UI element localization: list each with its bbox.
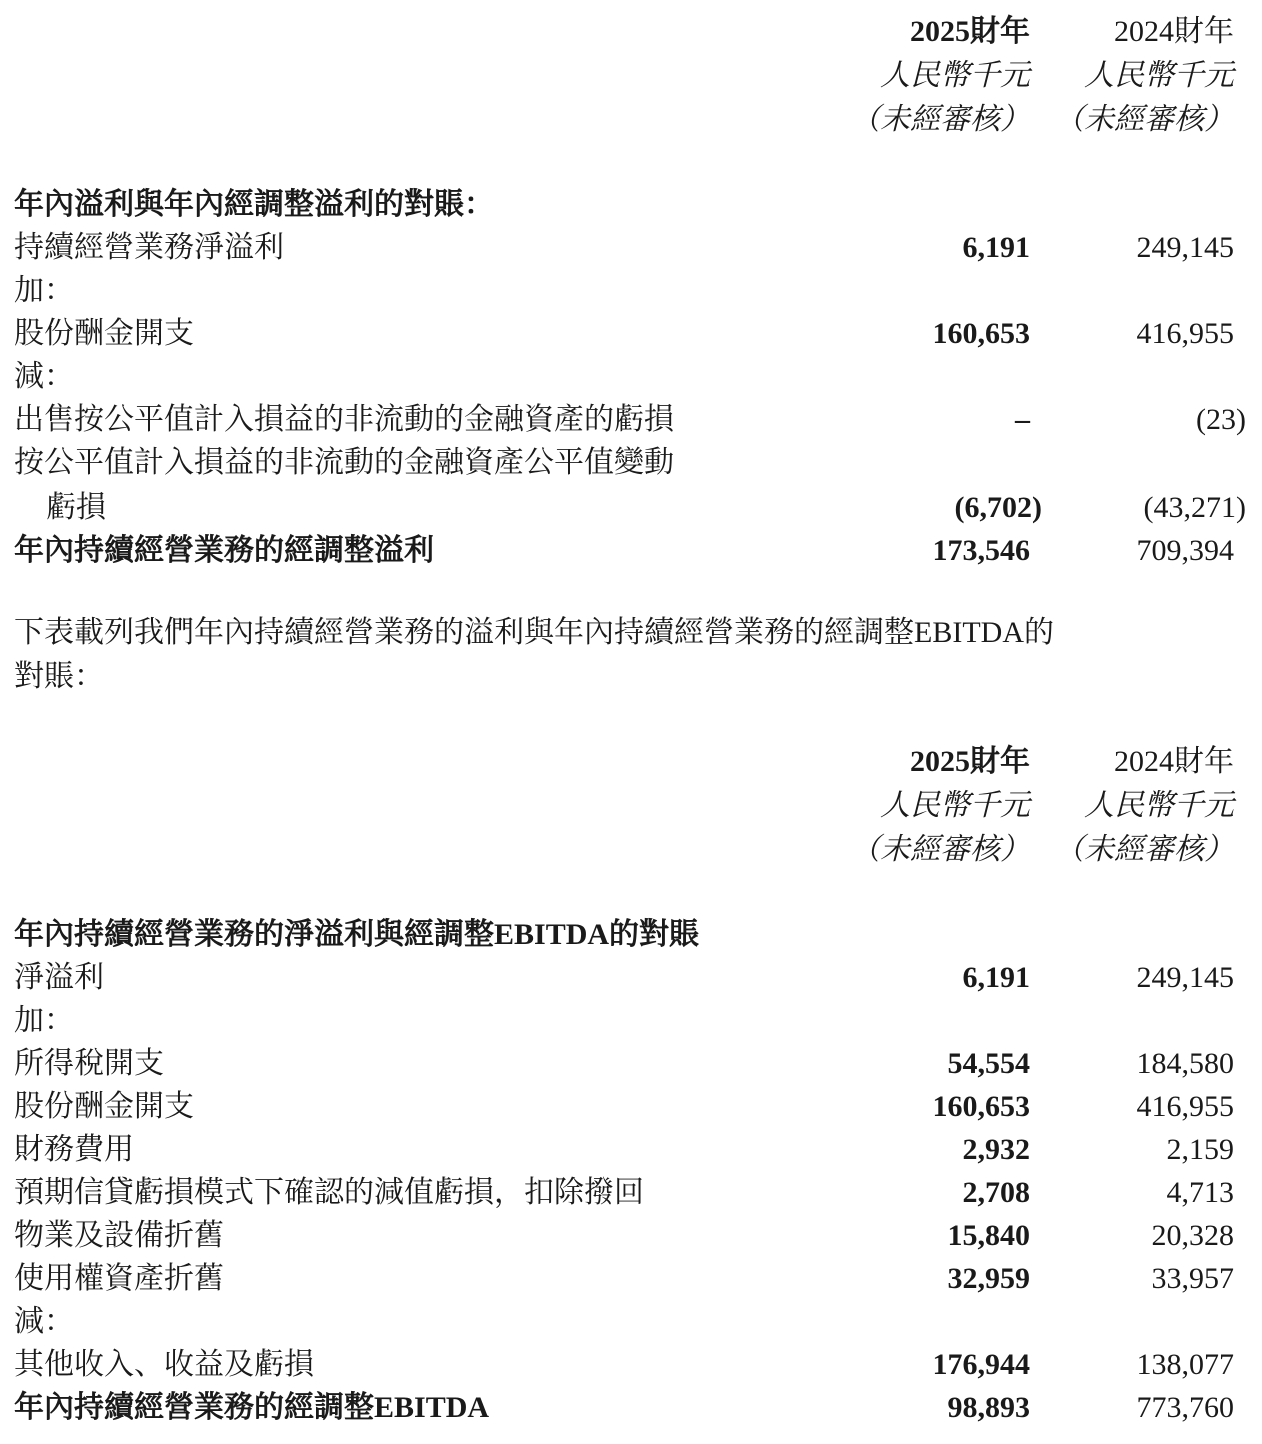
total-label: 年內持續經營業務的經調整溢利 [14,534,434,567]
row-label: 股份酬金開支 [14,317,194,350]
row-value-2025: 160,653 [932,317,1030,350]
row-label: 減： [14,360,74,393]
row-value-2024: 4,713 [1166,1176,1234,1209]
row-value-2024: 184,580 [1136,1047,1234,1080]
row-value-2024: 416,955 [1136,317,1234,350]
row-value-2025: 6,191 [962,961,1030,994]
table-row [0,999,1262,1042]
table1-col2024-note: （未經審核） [1054,103,1234,136]
table-row [0,1300,1262,1343]
total-value-2024: 709,394 [1136,534,1234,567]
table-row [0,486,1262,529]
table1-col2025-unit: 人民幣千元 [880,59,1030,92]
row-label: 持續經營業務淨溢利 [14,231,284,264]
row-value-2025: 2,932 [962,1133,1030,1166]
table1-heading [0,183,1262,226]
row-value-2025: 6,191 [962,231,1030,264]
table-row [0,226,1262,269]
table2-heading [0,913,1262,956]
table-row [0,398,1262,441]
table2-col2024-note: （未經審核） [1054,833,1234,866]
row-label: 物業及設備折舊 [14,1219,224,1252]
table1-col2025-note: （未經審核） [850,103,1030,136]
row-label: 預期信貸虧損模式下確認的減值虧損，扣除撥回 [14,1176,644,1209]
row-value-2024: 416,955 [1136,1090,1234,1123]
row-value-2025: 176,944 [932,1348,1030,1381]
row-label: 出售按公平值計入損益的非流動的金融資產的虧損 [14,403,674,436]
table1-heading-text: 年內溢利與年內經調整溢利的對賬： [14,188,494,221]
table-row [0,1128,1262,1171]
row-value-2024: (43,271) [1143,491,1246,524]
row-value-2024: 249,145 [1136,961,1234,994]
row-label: 按公平值計入損益的非流動的金融資產公平值變動 [14,446,674,479]
table-row [0,1042,1262,1085]
row-value-2025: 2,708 [962,1176,1030,1209]
table-row [0,1257,1262,1300]
total-value-2025: 173,546 [932,534,1030,567]
table-row [0,1085,1262,1128]
row-value-2024: 138,077 [1136,1348,1234,1381]
row-label: 股份酬金開支 [14,1090,194,1123]
row-label: 虧損 [46,491,106,524]
row-value-2024: 249,145 [1136,231,1234,264]
table-row [0,1343,1262,1386]
table-row [0,312,1262,355]
table-row [0,355,1262,398]
table2-col2024-year: 2024財年 [1114,745,1234,778]
row-label: 加： [14,274,74,307]
table2-col2025-unit: 人民幣千元 [880,789,1030,822]
row-value-2025: 54,554 [947,1047,1030,1080]
row-label: 其他收入、收益及虧損 [14,1348,314,1381]
row-value-2025: 160,653 [932,1090,1030,1123]
row-value-2024: 2,159 [1166,1133,1234,1166]
row-value-2024: 20,328 [1151,1219,1234,1252]
row-value-2025: 15,840 [947,1219,1030,1252]
row-label: 使用權資產折舊 [14,1262,224,1295]
table1-total-row [0,529,1262,572]
table1-col2025-year: 2025財年 [910,15,1030,48]
row-value-2025: – [1015,403,1030,436]
row-value-2025: (6,702) [954,491,1042,524]
row-value-2025: 32,959 [947,1262,1030,1295]
table-row [0,269,1262,312]
row-label: 減： [14,1305,74,1338]
row-value-2024: 33,957 [1151,1262,1234,1295]
table1-col2024-unit: 人民幣千元 [1084,59,1234,92]
table-row [0,1171,1262,1214]
table2-col2025-year: 2025財年 [910,745,1030,778]
table1-col2024-year: 2024財年 [1114,15,1234,48]
table-row [0,1214,1262,1257]
row-value-2024: (23) [1196,403,1246,436]
total-value-2024: 773,760 [1136,1391,1234,1424]
row-label: 所得稅開支 [14,1047,164,1080]
intro-paragraph-line2: 對賬： [14,660,104,693]
table2-column-header [0,744,1262,894]
table-row [0,441,1262,484]
table2-heading-text: 年內持續經營業務的淨溢利與經調整EBITDA的對賬 [14,918,700,951]
total-label: 年內持續經營業務的經調整EBITDA [14,1391,490,1424]
table-row [0,956,1262,999]
table1-column-header [0,14,1262,164]
row-label: 加： [14,1004,74,1037]
table2-total-row [0,1386,1262,1429]
row-label: 財務費用 [14,1133,134,1166]
total-value-2025: 98,893 [947,1391,1030,1424]
table2-col2025-note: （未經審核） [850,833,1030,866]
intro-paragraph-line1: 下表載列我們年內持續經營業務的溢利與年內持續經營業務的經調整EBITDA的 [14,616,1054,649]
table2-col2024-unit: 人民幣千元 [1084,789,1234,822]
intro-paragraph [14,611,1248,699]
row-label: 淨溢利 [14,961,104,994]
